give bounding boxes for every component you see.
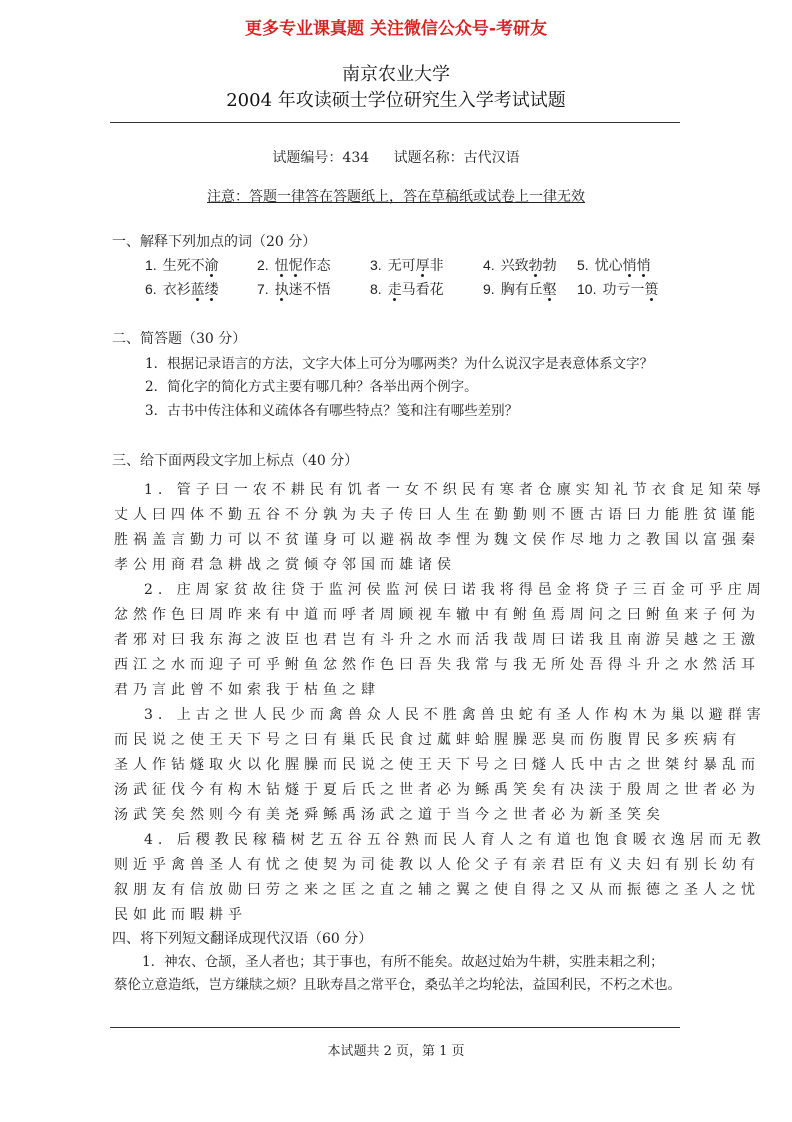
passage-line: 西江之水而迎子可乎鲋鱼忿然作色曰吾失我常与我无所处吾得斗升之水然活耳 [114, 657, 760, 673]
vocab-word: 衣衫蓝缕 [163, 281, 219, 299]
emphasis-dot-icon [548, 298, 551, 301]
passage-line: 叙朋友有信放勋曰劳之来之匡之直之辅之翼之使自得之又从而振德之圣人之忧 [114, 882, 760, 898]
emphasis-dot-icon [210, 274, 213, 277]
emphasis-dot-icon [196, 298, 199, 301]
vocab-word: 忸怩作态 [275, 257, 331, 275]
emphasis-dot-icon [294, 274, 297, 277]
vocab-item [145, 256, 219, 278]
emphasis-dot-icon [280, 274, 283, 277]
page-footer: 本试题共 2 页，第 1 页 [327, 1044, 465, 1059]
question-1: 1．根据记录语言的方法，文字大体上可分为哪两类？为什么说汉字是表意体系文字？ [145, 356, 654, 372]
footer-divider [110, 1027, 680, 1028]
passage-line: 汤武笑矣然则今有美尧舜鲧禹汤武之道于当今之世者必为新圣笑矣 [114, 807, 665, 823]
vocab-item [577, 256, 651, 278]
emphasis-dot-icon [628, 274, 631, 277]
vocab-number: 9. [483, 281, 495, 297]
passage-line: 者邪对曰我东海之波臣也君岂有斗升之水而活我哉周曰诺我且南游吴越之王激 [114, 632, 760, 648]
exam-title: 2004 年攻读硕士学位研究生入学考试试题 [226, 90, 566, 111]
vocab-number: 3. [370, 257, 382, 273]
notice-text: 注意：答题一律答在答题纸上，答在草稿纸或试卷上一律无效 [207, 189, 585, 205]
translation-line: 蔡伦立意造纸，岂方缣牍之烦？且耿寿昌之常平仓，桑弘羊之均轮法，益国利民，不朽之术也。 [114, 977, 681, 993]
vocab-item [483, 256, 557, 278]
passage-line: 民如此而暇耕乎 [114, 907, 247, 923]
passage-line: 而民说之使王天下号之曰有巢氏民食过蓏蚌蛤腥臊恶臭而伤腹胃民多疾病有 [114, 732, 741, 748]
passage-line: 君乃言此曾不如索我于枯鱼之肆 [114, 682, 380, 698]
vocab-word: 执迷不悟 [275, 281, 331, 299]
question-3: 3．古书中传注体和义疏体各有哪些特点？笺和注有哪些差别？ [145, 403, 519, 419]
vocab-item [370, 280, 444, 302]
vocab-word: 胸有丘壑 [501, 281, 557, 299]
vocab-number: 8. [370, 281, 382, 297]
passage-line: 孝公用商君急耕战之赏倾夺邻国而雄诸侯 [114, 557, 456, 573]
vocab-number: 1. [145, 257, 157, 273]
university-name: 南京农业大学 [342, 64, 450, 85]
vocab-item [370, 256, 444, 278]
passage-line: 汤武征伐今有构木钻燧于夏后氏之世者必为鲧禹笑矣有决渎于殷周之世者必为 [114, 782, 760, 798]
vocab-item [257, 280, 331, 302]
vocab-number: 2. [257, 257, 269, 273]
emphasis-dot-icon [421, 274, 424, 277]
header-divider [110, 122, 680, 123]
passage-line: 丈人曰四体不勤五谷不分孰为夫子传曰人生在勤勤则不匮古语曰力能胜贫谨能 [114, 507, 760, 523]
vocab-number: 6. [145, 281, 157, 297]
vocab-word: 生死不渝 [163, 257, 219, 275]
promo-banner: 更多专业课真题 关注微信公众号-考研友 [245, 19, 547, 39]
vocab-item [483, 280, 557, 302]
notice [0, 186, 792, 206]
emphasis-dot-icon [393, 298, 396, 301]
passage-line: 3. 上古之世人民少而禽兽众人民不胜禽兽虫蛇有圣人作构木为巢以避群害 [144, 707, 766, 723]
vocab-word: 走马看花 [388, 281, 444, 299]
exam-code: 试题编号：434 [272, 150, 370, 166]
vocab-number: 10. [577, 281, 597, 297]
section1-heading: 一、解释下列加点的词（20 分） [112, 234, 317, 250]
translation-passage [114, 951, 684, 997]
vocab-word: 忧心悄悄 [595, 257, 651, 275]
vocab-item [145, 280, 219, 302]
section3-heading: 三、给下面两段文字加上标点（40 分） [112, 453, 359, 469]
passage-line: 4. 后稷教民稼穑树艺五谷五谷熟而民人育人之有道也饱食暖衣逸居而无教 [144, 832, 766, 848]
vocab-number: 4. [483, 257, 495, 273]
emphasis-dot-icon [534, 274, 537, 277]
section2-heading: 二、简答题（30 分） [112, 331, 247, 347]
section4-heading: 四、将下列短文翻译成现代汉语（60 分） [112, 931, 373, 947]
emphasis-dot-icon [280, 298, 283, 301]
vocab-number: 5. [577, 257, 589, 273]
exam-subject: 试题名称：古代汉语 [393, 150, 520, 166]
vocab-item [577, 280, 658, 302]
passage-line: 胜祸盖言勤力可以不贫谨身可以避祸故李悝为魏文侯作尽地力之教国以富强秦 [114, 532, 760, 548]
vocab-word: 兴致勃勃 [501, 257, 557, 275]
vocab-list [145, 256, 705, 306]
punctuation-passages [114, 478, 766, 928]
vocab-word: 无可厚非 [388, 257, 444, 275]
passage-line: 则近乎禽兽圣人有忧之使契为司徒教以人伦父子有亲君臣有义夫妇有别长幼有 [114, 857, 760, 873]
passage-line: 圣人作钻燧取火以化腥臊而民说之使王天下号之曰燧人氏中古之世桀纣暴乱而 [114, 757, 760, 773]
passage-line: 忿然作色曰周昨来有中道而呼者周顾视车辙中有鲋鱼焉周问之曰鲋鱼来子何为 [114, 607, 760, 623]
passage-line: 1. 管子曰一农不耕民有饥者一女不织民有寒者仓廪实知礼节衣食足知荣辱 [144, 482, 766, 498]
passage-line: 2. 庄周家贫故往贷于监河侯监河侯曰诺我将得邑金将贷子三百金可乎庄周 [144, 582, 766, 598]
emphasis-dot-icon [650, 298, 653, 301]
question-2: 2．简化字的简化方式主要有哪几种？各举出两个例字。 [145, 379, 478, 395]
translation-line: 1．神农、仓颉，圣人者也；其于事也，有所不能矣。故赵过始为牛耕，实胜耒耜之利； [142, 954, 664, 970]
vocab-item [257, 256, 331, 278]
vocab-word: 功亏一篑 [602, 281, 658, 299]
vocab-number: 7. [257, 281, 269, 297]
emphasis-dot-icon [210, 298, 213, 301]
emphasis-dot-icon [642, 274, 645, 277]
exam-meta [0, 147, 792, 167]
